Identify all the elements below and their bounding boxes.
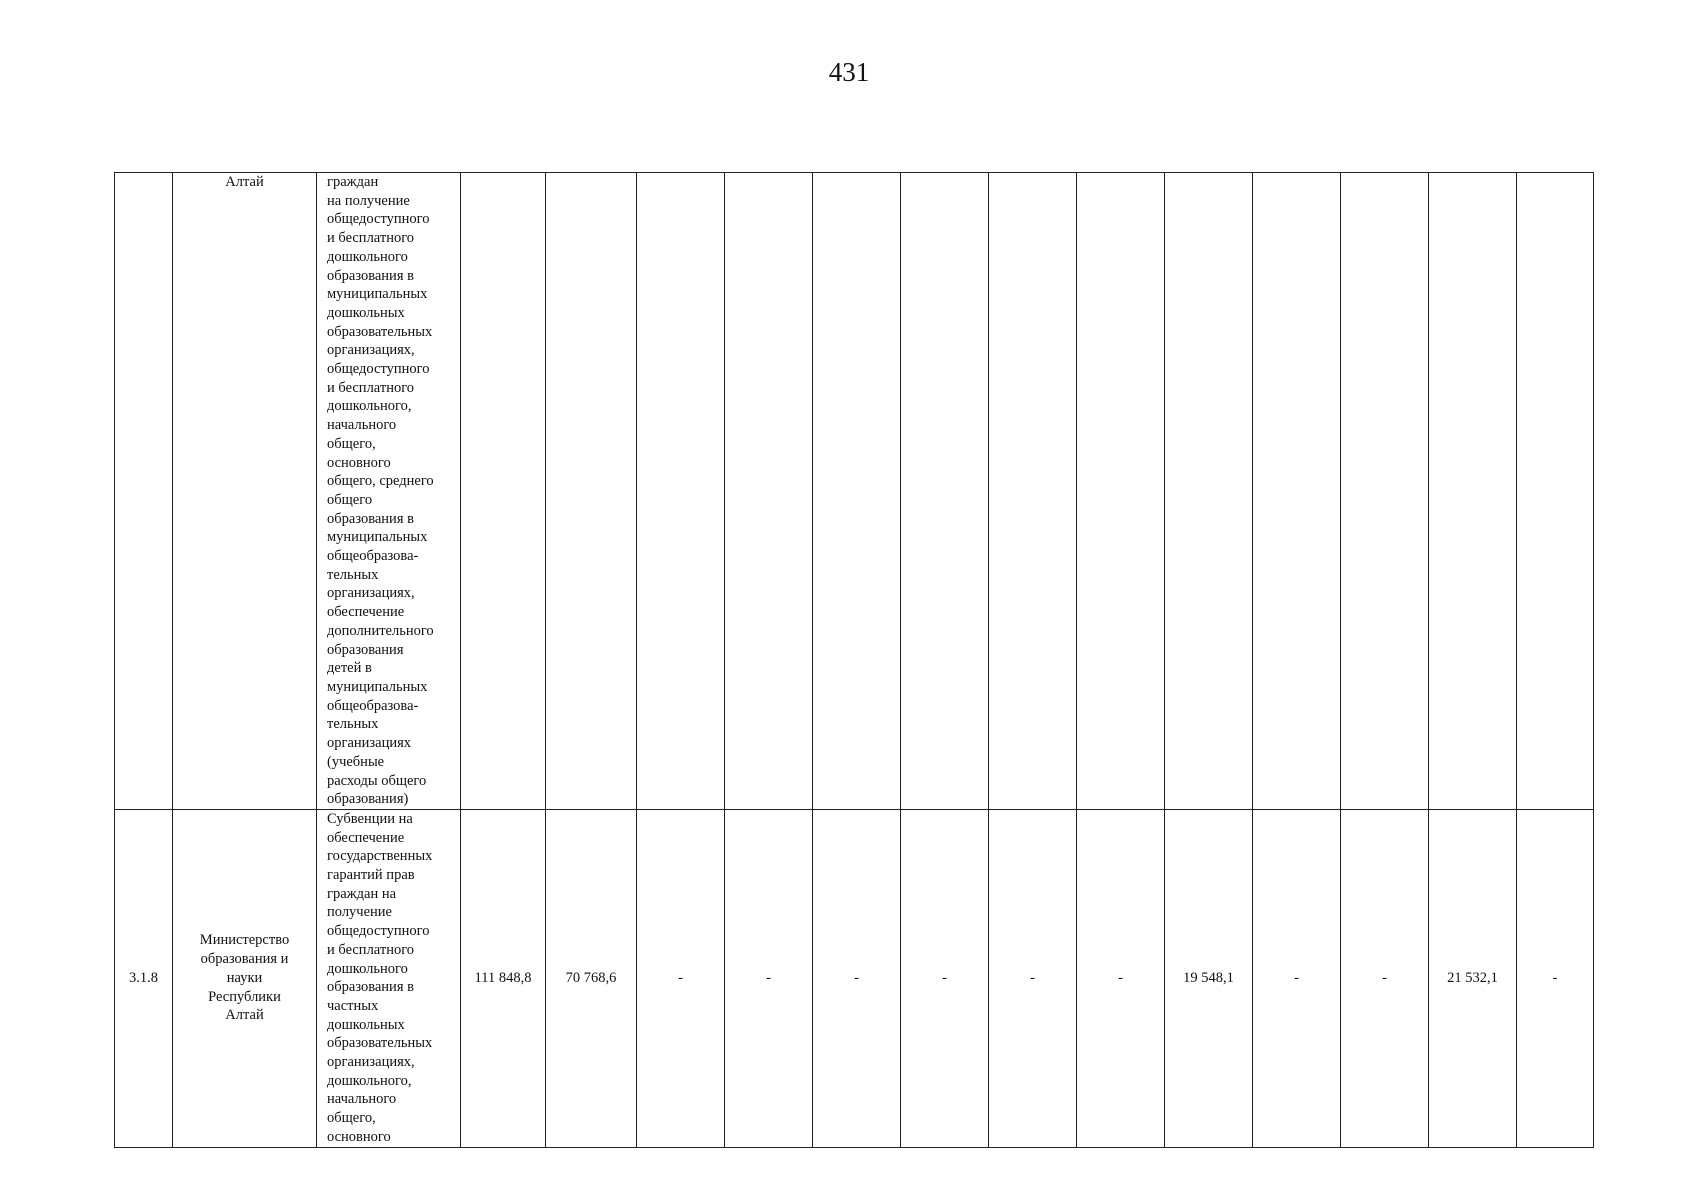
description-line: образовательных [327, 1035, 433, 1052]
value-cell [901, 173, 989, 810]
organization-text: Министерство [199, 932, 290, 949]
description-line: расходы общего [327, 772, 427, 789]
value-cell [813, 173, 901, 810]
description-line: муниципальных [327, 529, 428, 546]
description-line: дошкольных [327, 304, 405, 321]
description-line: граждан [327, 174, 379, 190]
value-cell: - [1077, 809, 1165, 1147]
description-line: и бесплатного [327, 230, 415, 247]
description-line: тельных [327, 566, 379, 583]
description-line: организациях [327, 735, 412, 752]
page-number: 431 [828, 57, 870, 87]
description-line: дошкольного, [327, 1072, 412, 1089]
value-cell [1517, 173, 1594, 810]
description-line: обеспечение [327, 604, 405, 621]
description-line: получение [327, 904, 392, 921]
description-line: на получение [327, 192, 410, 209]
description-line: образования [327, 641, 404, 658]
value-cell [989, 173, 1077, 810]
row-number-cell: 3.1.8 [115, 809, 173, 1147]
description-line: общего, [327, 1110, 376, 1127]
description-line: муниципальных [327, 286, 428, 303]
organization-text: Алтай [225, 174, 264, 190]
description-line: общедоступного [327, 923, 430, 940]
description-line: (учебные [327, 753, 385, 770]
description-line: общедоступного [327, 211, 430, 228]
description-line: дошкольного [327, 248, 408, 265]
value-cell: - [1253, 809, 1341, 1147]
description-line: дошкольного [327, 960, 408, 977]
description-line: общего [327, 491, 373, 508]
description-line: общеобразова- [327, 548, 419, 565]
description-line: начального [327, 417, 397, 434]
description-line: организациях, [327, 342, 415, 359]
description-line: образовательных [327, 323, 433, 340]
description-line: и бесплатного [327, 941, 415, 958]
description-line: образования) [327, 791, 409, 808]
description-line: образования в [327, 510, 414, 527]
organization-text: науки [226, 969, 263, 986]
description-line: общеобразова- [327, 697, 419, 714]
description-line: гарантий прав [327, 867, 415, 884]
value-cell [461, 173, 546, 810]
description-line: общего, среднего [327, 473, 434, 490]
value-cell: 70 768,6 [546, 809, 637, 1147]
row-number-cell [115, 173, 173, 810]
table-row [115, 173, 1594, 810]
value-cell: - [901, 809, 989, 1147]
value-cell [637, 173, 725, 810]
description-line: тельных [327, 716, 379, 733]
description-cell [317, 809, 461, 1147]
organization-text: Республики [208, 988, 281, 1005]
description-cell [317, 173, 461, 810]
description-line: основного [327, 454, 391, 471]
description-line: детей в [327, 660, 372, 677]
value-cell [1077, 173, 1165, 810]
description-line: и бесплатного [327, 379, 415, 396]
table-row [115, 809, 1594, 1147]
organization-text: Алтай [225, 1007, 264, 1024]
description-line: Субвенции на [327, 810, 413, 827]
value-cell [1165, 173, 1253, 810]
value-cell: - [1341, 809, 1429, 1147]
description-line: организациях, [327, 585, 415, 602]
description-line: начального [327, 1091, 397, 1108]
description-line: общедоступного [327, 361, 430, 378]
description-line: граждан на [327, 885, 397, 902]
description-line: дошкольных [327, 1016, 405, 1033]
description-line: основного [327, 1128, 391, 1145]
organization-cell [173, 809, 317, 1147]
value-cell [725, 173, 813, 810]
value-cell: 21 532,1 [1429, 809, 1517, 1147]
budget-table [114, 172, 1594, 1148]
value-cell: - [813, 809, 901, 1147]
value-cell [1429, 173, 1517, 810]
description-line: дополнительного [327, 622, 434, 639]
description-line: общего, [327, 435, 376, 452]
description-line: частных [327, 997, 379, 1014]
value-cell [1253, 173, 1341, 810]
value-cell: - [989, 809, 1077, 1147]
organization-cell [173, 173, 317, 810]
value-cell: - [725, 809, 813, 1147]
value-cell [546, 173, 637, 810]
description-line: обеспечение [327, 829, 405, 846]
description-line: муниципальных [327, 678, 428, 695]
value-cell: 19 548,1 [1165, 809, 1253, 1147]
description-line: дошкольного, [327, 398, 412, 415]
value-cell: 111 848,8 [461, 809, 546, 1147]
value-cell [1341, 173, 1429, 810]
organization-text: образования и [200, 951, 289, 968]
description-line: организациях, [327, 1054, 415, 1071]
description-line: образования в [327, 267, 414, 284]
value-cell: - [637, 809, 725, 1147]
description-line: образования в [327, 979, 414, 996]
value-cell: - [1517, 809, 1594, 1147]
description-line: государственных [327, 848, 433, 865]
